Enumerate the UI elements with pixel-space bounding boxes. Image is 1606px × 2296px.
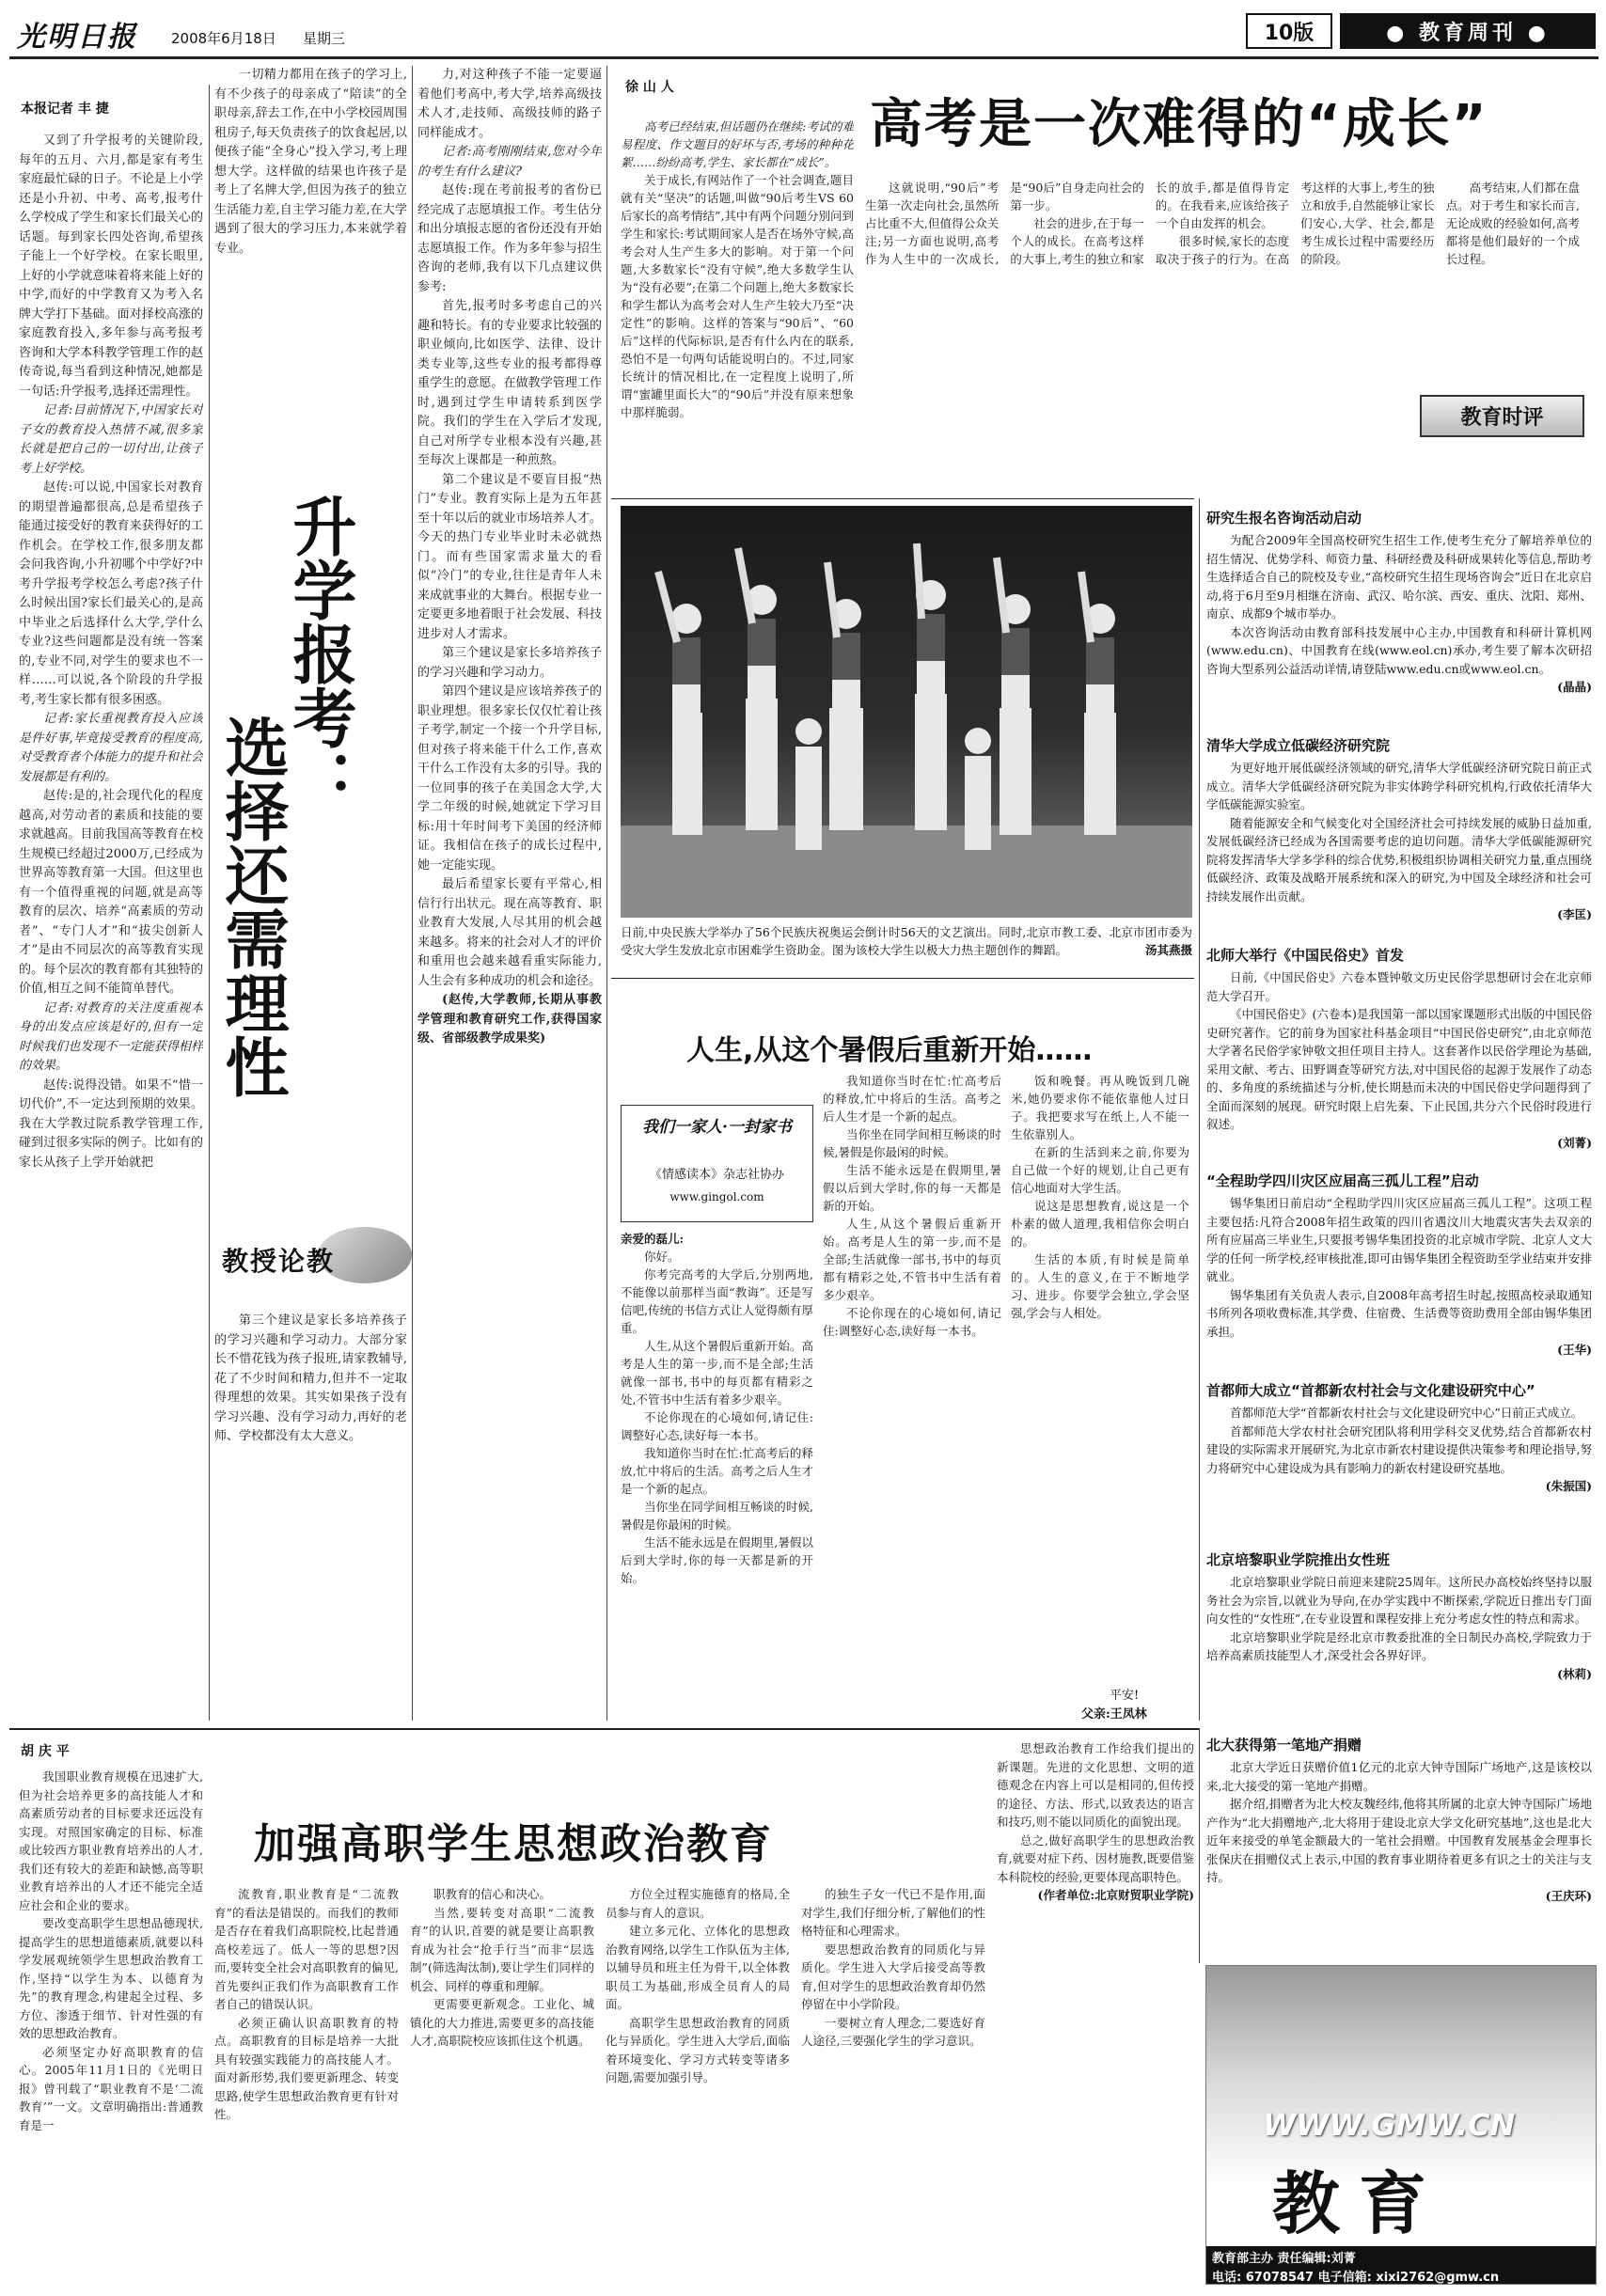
paragraph: 赵传:说得没错。如果不“惜一切代价”,不一定达到预期的效果。我在大学教过院系教学管理工作,碰到过很多实际的例子。比如有的家长从孩子上学开始就把 bbox=[19, 1077, 203, 1170]
paragraph: 锡华集团有关负责人表示,自2008年高考招生时起,按照高校录取通知书所列各项收费标准,其学费、住宿费、生活费等资助费用全部由锡华集团承担。 bbox=[1206, 1287, 1592, 1339]
news-source: (林莉) bbox=[1557, 1666, 1592, 1681]
article-top-col2 bbox=[865, 179, 1580, 498]
letter-col2 bbox=[823, 1072, 1001, 1721]
paragraph: 我知道你当时在忙:忙高考后的释放,忙中将后的生活。高考之后人生才是一个新的起点。 bbox=[823, 1074, 1001, 1124]
news-title: 北京培黎职业学院推出女性班 bbox=[1206, 1551, 1391, 1568]
paragraph: 思想政治教育工作给我们提出的新课题。先进的文化思想、文明的道德观念在内容上可以是相同的,但传授的途径、方法、形式,以致表达的语言和技巧,则不能以同质化的面貌出现。 bbox=[997, 1741, 1194, 1829]
paragraph: 生活不能永远是在假期里,暑假以后到大学时,你的每一天都是新的开始。 bbox=[823, 1163, 1001, 1213]
paragraph: 生活的本质,有时候是简单的。人生的意义,在于不断地学习、进步。你要学会独立,学会坚强,学会与人相处。 bbox=[1011, 1252, 1189, 1320]
article-top-title: 高考是一次难得的“成长” bbox=[870, 94, 1488, 155]
paragraph: 在新的生活到来之前,你要为自己做一个好的规划,让自己更有信心地面对大学生活。 bbox=[1011, 1145, 1189, 1195]
paragraph: 高考结束,人们都在盘点。对于考生和家长而言,无论成败的经验如何,高考都将是他们最好的一个成长过程。 bbox=[1445, 181, 1580, 266]
paragraph: 这就说明,“90后”考生第一次走向社会,虽然所占比重不大,但值得公众关注;另一方面也说明,高考作为人生中的一次成长,是“90后”自身走向社会的第一步。 bbox=[865, 181, 1144, 266]
paragraph: 很多时候,家长的态度取决于孩子的行为。在高考这样的大事上,考生的独立和放手,自然能够让家长们安心,大学、社会,都是考生成长过程中需要经历的阶段。 bbox=[1155, 181, 1435, 266]
paragraph: 第二个建议是不要盲目报“热门”专业。教育实际上是为五年甚至十年以后的就业市场培养人才。今天的热门专业毕业时未必就热门。而有些国家需求量大的看似“冷门”的专业,往往是青年人未来成就事业的大舞台。根据专业一定要更多地着眼于社会发展、科技进步对人才需求。 bbox=[417, 472, 602, 641]
paragraph: 我国职业教育规模在迅速扩大,但为社会培养更多的高技能人才和高素质劳动者的目标要求还远没有实现。对照国家确定的目标、标准或比较西方职业教育培养出的人才,我们还有较大的差距和缺憾,高等职业教育培养出的人才还不能完全适应社会和企业的要求。 bbox=[19, 1769, 203, 1912]
paragraph: 首都师范大学“首都新农村社会与文化建设研究中心”日前正式成立。 bbox=[1230, 1406, 1583, 1420]
article-left-col1 bbox=[19, 132, 203, 1716]
news-source: (王庆环) bbox=[1545, 1888, 1592, 1903]
paragraph: 我知道你当时在忙:忙高考后的释放,忙中将后的生活。高考之后人生才是一个新的起点。 bbox=[621, 1446, 813, 1496]
paragraph: 的独生子女一代已不是作用,面对学生,我们仔细分析,了解他们的性格特征和心理需求。 bbox=[801, 1887, 985, 1938]
article-bottom-col1 bbox=[19, 1768, 203, 2285]
paragraph: 赵传:是的,社会现代化的程度越高,对劳动者的素质和技能的要求就越高。目前我国高等教育在校生规模已经超过2000万,已经成为世界高等教育第一大国。但这里也有一个值得重视的问题,就是高等教育的层次、培养“高素质的劳动者”、“专门人才”和“拔尖创新人才”是由不同层次的高等教育实现的。每个层次的教育都有其独特的价值,相互之间不能简单替代。 bbox=[19, 789, 203, 996]
news-brief bbox=[1206, 968, 1592, 1166]
article-top-badge-box bbox=[1420, 395, 1584, 437]
paragraph: 第三个建议是家长多培养孩子的学习兴趣和学习动力。 bbox=[417, 646, 602, 680]
article-top-col1 bbox=[621, 118, 854, 494]
author-note: (作者单位:北京财贸职业学院) bbox=[1037, 1888, 1194, 1902]
masthead-rule bbox=[9, 56, 1598, 59]
column-divider bbox=[412, 66, 413, 1721]
news-title: 北大获得第一笔地产捐赠 bbox=[1206, 1737, 1362, 1753]
paragraph: 生活不能永远是在假期里,暑假以后到大学时,你的每一天都是新的开始。 bbox=[621, 1535, 813, 1585]
page-number-box bbox=[1246, 13, 1332, 49]
column-divider bbox=[606, 66, 607, 1721]
dance-photo bbox=[621, 506, 1192, 918]
issue-weekday: 星期三 bbox=[303, 30, 346, 47]
news-source: (朱振国) bbox=[1545, 1479, 1592, 1493]
photo-credit: 汤其燕摄 bbox=[1144, 943, 1192, 957]
article-top-badge: 教育时评 bbox=[1460, 406, 1544, 430]
paragraph: (赵传,大学教师,长期从事教学管理和教育研究工作,获得国家级、省部级教学成果奖) bbox=[417, 993, 602, 1046]
paragraph: 一切精力都用在孩子的学习上,有不少孩子的母亲成了“陪读”的全职母亲,辞去工作,在中小学校园周围租房子,每天负责孩子的饮食起居,以便孩子能“全身心”投入学习,考上理想大学。这样做的结果也许孩子是考上了名牌大学,但因为孩子的独立生活能力差,自主学习能力差,在大学遇到了很大的学习压力,本来就学着专业。 bbox=[214, 68, 407, 256]
paragraph: 要思想政治教育的同质化与异质化。学生进入大学后接受高等教育,但对学生的思想政治教育却仍然停留在中小学阶段。 bbox=[801, 1942, 985, 2011]
news-source: (晶晶) bbox=[1557, 680, 1592, 694]
news-brief bbox=[1206, 1758, 1592, 1942]
article-bottom-col4 bbox=[606, 1885, 790, 2285]
footer-line2: 电话: 67078547 电子信箱: xixi2762@gmw.cn bbox=[1212, 2271, 1500, 2285]
news-title: 研究生报名咨询活动启动 bbox=[1206, 510, 1362, 527]
article-left-col2 bbox=[214, 66, 407, 489]
paragraph: 人生,从这个暑假后重新开始。高考是人生的第一步,而不是全部;生活就像一部书,书中的每页都有精彩之处,不管书中生活有着多少艰辛。 bbox=[621, 1339, 813, 1407]
paragraph: 流教育,职业教育是“二流教育”的看法是错误的。而我们的教师是否存在着我们高职院校,比起普通高校差远了。低人一等的思想?因而,要转变全社会对高职教育的偏见,首先要纠正我们作为高职教育工作者自己的错误认识。 bbox=[214, 1887, 399, 2011]
paragraph: 必须坚定办好高职教育的信心。2005年11月1日的《光明日报》曾刊载了“职业教育不是‘二流教育’”一文。文章明确指出:普通教育是一 bbox=[19, 2044, 203, 2132]
letter-box-title: 我们一家人·一封家书 bbox=[642, 1118, 792, 1137]
article-left-title-line1: 升学报考： bbox=[282, 494, 356, 813]
letter-title: 人生,从这个暑假后重新开始…… bbox=[686, 1034, 1093, 1067]
paragraph: 记者:对教育的关注度重视本身的出发点应该是好的,但有一定时候我们也发现不一定能获得相样的效果。 bbox=[19, 1000, 203, 1073]
news-source: (刘菁) bbox=[1557, 1135, 1592, 1150]
paragraph: 北京大学近日获赠价值1亿元的北京大钟寺国际广场地产,这是该校以来,北大接受的第一笔地产捐赠。 bbox=[1206, 1760, 1592, 1793]
letter-signer: 父亲:王凤林 bbox=[1081, 1707, 1147, 1722]
paragraph: 为配合2009年全国高校研究生招生工作,使考生充分了解培养单位的招生情况、优势学科、师资力量、科研经费及科研成果转化等信息,帮助考生选择适合自己的院校及专业,“高校研究生招生现场咨询会”近日在北京启动,将于6月至9月相继在济南、武汉、哈尔滨、西安、重庆、沈阳、郑州、南京、成都9个城市举办。 bbox=[1206, 533, 1592, 621]
photo-caption bbox=[621, 923, 1192, 959]
paragraph: 一要树立育人理念,二要选好育人途径,三要强化学生的学习意识。 bbox=[801, 2015, 985, 2048]
rule bbox=[611, 978, 1194, 979]
dancers-illustration bbox=[621, 506, 1192, 918]
paragraph: 饭和晚餐。再从晚饭到几碗米,她仍要求你不能依靠他人过日子。我把要求写在纸上,人不能一生依靠别人。 bbox=[1011, 1074, 1189, 1141]
paragraph: 职教育的信心和决心。 bbox=[433, 1887, 552, 1901]
letter-box bbox=[621, 1105, 813, 1222]
paragraph: 高考已经结束,但话题仍在继续:考试的难易程度、作文题目的好坏与否,考场的种种花絮……纷纷高考,学生、家长都在“成长”。 bbox=[621, 119, 854, 169]
paragraph: 第三个建议是家长多培养孩子的学习兴趣和学习动力。大部分家长不惜花钱为孩子报班,请家教辅导,花了不少时间和精力,但并不一定取得理想的效果。其实如果孩子没有学习兴趣、没有学习动力,再好的老师、学校都没有太大意义。 bbox=[214, 1313, 407, 1443]
paragraph: 必须正确认识高职教育的特点。高职教育的目标是培养一大批具有较强实践能力的高技能人才。面对新形势,我们要更新理念、转变思路,使学生思想政治教育更有针对性。 bbox=[214, 2015, 399, 2121]
article-left-title-line2: 选择还需理性 bbox=[214, 715, 289, 1098]
news-title: 首都师大成立“首都新农村社会与文化建设研究中心” bbox=[1206, 1382, 1535, 1399]
paragraph: 当你坐在同学间相互畅谈的时候,暑假是你最闲的时候。 bbox=[621, 1500, 813, 1532]
letter-col1 bbox=[621, 1230, 813, 1723]
news-brief bbox=[1206, 1404, 1592, 1545]
article-left-col3 bbox=[417, 66, 602, 1716]
footer-word: 教育 bbox=[1272, 2164, 1446, 2243]
paragraph: 当然,要转变对高职“二流教育”的认识,首要的就是要让高职教育成为社会“抢手行当”而非“层选制”(筛选淘汰制),要让学生们同样的机会、同样的尊重和理解。 bbox=[410, 1905, 594, 1993]
letter-col3 bbox=[1011, 1072, 1189, 1674]
paragraph: 为更好地开展低碳经济领域的研究,清华大学低碳经济研究院日前正式成立。清华大学低碳经济研究院为非实体跨学科研究机构,行政依托清华大学低碳能源实验室。 bbox=[1206, 761, 1592, 811]
article-left-col2-lower bbox=[214, 1312, 407, 1716]
paragraph: 首先,报考时多考虑自己的兴趣和特长。有的专业要求比较强的职业倾向,比如医学、法律、设计类专业等,这些专业的报考都得尊重学生的意愿。在做教学管理工作时,遇到过学生申请转系到医学院。我们的学生在入学后才发现,自己对所学专业根本没有兴趣,甚至每次上课都是一种煎熬。 bbox=[417, 299, 602, 467]
paragraph: 首都师范大学农村社会研究团队将利用学科交叉优势,结合首都新农村建设的实际需求开展研究,为北京市新农村建设提供决策参考和理论指导,努力将研究中心建设成为具有影响力的新农村建设研究基地。 bbox=[1206, 1423, 1592, 1475]
news-title: 清华大学成立低碳经济研究院 bbox=[1206, 737, 1391, 754]
column-divider bbox=[1199, 498, 1200, 1721]
rule bbox=[9, 1728, 1199, 1730]
paragraph: 社会的进步,在于每一个人的成长。在高考这样的大事上,考生的独立和家长的放手,都是值得肯定的。在我看来,应该给孩子一个自由发挥的机会。 bbox=[1010, 181, 1290, 266]
paragraph: 不论你现在的心境如何,请记住:调整好心态,读好每一本书。 bbox=[823, 1306, 1001, 1338]
letter-box-sub: 《情感读本》杂志社协办 bbox=[649, 1168, 784, 1182]
issue-date: 2008年6月18日 bbox=[171, 30, 276, 47]
news-brief bbox=[1206, 759, 1592, 942]
paragraph: 建立多元化、立体化的思想政治教育网络,以学生工作队伍为主体,以辅导员和班主任为骨干,以全体教职员工为基础,形成全员育人的局面。 bbox=[606, 1924, 790, 2011]
paragraph: 说这是思想教育,说这是一个朴素的做人道理,我相信你会明白的。 bbox=[1011, 1199, 1189, 1249]
paragraph: 随着能源安全和气候变化对全国经济社会可持续发展的威胁日益加重,发展低碳经济已经成为各国需要考虑的迫切问题。清华大学低碳能源研究院将发挥清华大学多学科的综合优势,积极组织协调相关研究力量,重点围绕低碳经济、政策及战略开展系统和深入的研究,为中国及全球经济和社会可持续发展作出贡献。 bbox=[1206, 815, 1592, 904]
paragraph: 高职学生思想政治教育的同质化与异质化。学生进入大学后,面临着环境变化、学习方式转变等诸多问题,需要加强引导。 bbox=[606, 2015, 790, 2084]
letter-greeting: 亲爱的磊儿: bbox=[621, 1232, 685, 1246]
paragraph: 记者:目前情况下,中国家长对子女的教育投入热情不减,很多家长就是把自己的一切付出,让孩子考上好学校。 bbox=[19, 403, 203, 476]
paragraph: 锡华集团日前启动“全程助学四川灾区应届高三孤儿工程”。这项工程主要包括:凡符合2008年招生政策的四川省遇汶川大地震灾害失去双亲的所有应届高三毕业生,只要报考锡华集团投资的北京城市学院、北京人文大学的任何一所学校,经审核批准,即可由锡华集团全程资助至学业结束并安排就业。 bbox=[1206, 1196, 1592, 1283]
paper-name: 光明日报 bbox=[17, 21, 137, 54]
paragraph: 据介绍,捐赠者为北大校友魏经纬,他将其所属的北京大钟寺国际广场地产作为“北大捐赠地产,北大将用于建设北京大学文化研究基地”,这也是北大近年来接受的单笔金额最大的一笔社会捐赠。中国教育发展基金会理事长张保庆在捐赠仪式上表示,中国的教育事业期待着更多有识之士的关注与支持。 bbox=[1206, 1797, 1592, 1884]
news-brief bbox=[1206, 1194, 1592, 1377]
paragraph: 记者:高考刚刚结束,您对今年的考生有什么建议? bbox=[417, 145, 602, 179]
news-brief bbox=[1206, 1573, 1592, 1731]
paragraph: 要改变高职学生思想品德现状,提高学生的思想道德素质,就要以科学发展观统领学生思想政治教育工作,坚持“以学生为本、以德育为先”的教育理念,构建起全过程、多方位、渗透于细节、针对性强的有效的思想政治教育。 bbox=[19, 1916, 203, 2040]
news-title: 北师大举行《中国民俗史》首发 bbox=[1206, 947, 1405, 964]
article-left-title-box bbox=[214, 494, 412, 1246]
paragraph: 总之,做好高职学生的思想政治教育,就要对症下药、因材施教,既要借鉴本科院校的经验,更要体现高职特色。 bbox=[997, 1832, 1194, 1884]
news-title: “全程助学四川灾区应届高三孤儿工程”启动 bbox=[1206, 1172, 1479, 1189]
paragraph: 人生,从这个暑假后重新开始。高考是人生的第一步,而不是全部;生活就像一部书,书中的每页都有精彩之处,不管书中生活有着多少艰辛。 bbox=[823, 1217, 1001, 1302]
paragraph: 不论你现在的心境如何,请记住:调整好心态,读好每一本书。 bbox=[621, 1410, 813, 1442]
paragraph: 北京培黎职业学院是经北京市教委批准的全日制民办高校,学院致力于培养高素质技能型人才,深受社会各界好评。 bbox=[1206, 1629, 1592, 1662]
article-bottom-col6 bbox=[997, 1739, 1194, 2285]
article-bottom-title: 加强高职学生思想政治教育 bbox=[254, 1820, 773, 1868]
paragraph: 力,对这种孩子不能一定要逼着他们考高中,考大学,培养高级技术人才,走技师、高级技师的路子同样能成才。 bbox=[417, 68, 602, 140]
paragraph: 赵传:现在考前报考的省份已经完成了志愿填报工作。考生估分和出分填报志愿的省份还没有开始志愿填报工作。作为多年参与招生咨询的老师,我有以下几点建议供参考: bbox=[417, 183, 602, 294]
paragraph: 日前,《中国民俗史》六卷本暨钟敬文历史民俗学思想研讨会在北京师范大学召开。 bbox=[1206, 970, 1592, 1003]
page-number: 10版 bbox=[1264, 21, 1315, 45]
paragraph: 更需要更新观念。工业化、城镇化的大力推进,需要更多的高技能人才,高职院校应该抓住这个机遇。 bbox=[410, 1997, 594, 2048]
paragraph: 最后希望家长要有平常心,相信行行出状元。现在高等教育、职业教育大发展,人尽其用的机会越来越多。将来的社会对人才的评价和重用也会越来越看重实际能力,人生会有多种成功的机会和途径。 bbox=[417, 877, 602, 988]
paragraph: 你考完高考的大学后,分别两地,不能像以前那样当面“教诲”。还是写信吧,传统的书信方式让人觉得颇有厚重。 bbox=[621, 1267, 813, 1335]
article-bottom-byline: 胡 庆 平 bbox=[21, 1744, 70, 1759]
article-left-byline: 本报记者 丰 捷 bbox=[21, 102, 109, 117]
paragraph: 当你坐在同学间相互畅谈的时候,暑假是你最闲的时候。 bbox=[823, 1127, 1001, 1159]
paragraph: 又到了升学报考的关键阶段,每年的五月、六月,都是家有考生家庭最忙碌的日子。不论是上小学还是小升初、中考、高考,报考什么学校成了学生和家长们最关心的话题。每到家长四处咨询,希望孩子能上一个好学校。在家长眼里,上好的小学就意味着将来能上好的中学,而好的中学教育又为考入名牌大学打下基础。面对择校高涨的家庭教育投入,多年参与高考报考咨询和大学本科教学管理工作的赵传奇说,每当看到这种情况,她都是一句话:升学报考,选择还需理性。 bbox=[19, 134, 203, 399]
paragraph: 《中国民俗史》(六卷本)是我国第一部以国家课题形式出版的中国民俗史研究著作。它的前身为国家社科基金项目“中国民俗史研究”,由北京师范大学著名民俗学家钟敬文担任项目主持人。这套著作以民俗学理论为基础,采用文献、考古、田野调查等研究方法,对中国民俗的起源于发展作了动态的、多角度的系统描述与分析,使长期悬而未决的中国民俗史学问题得到了全面而深刻的展现。研究时限上启先秦、下止民国,共分六个民俗时段进行叙述。 bbox=[1206, 1007, 1592, 1131]
article-top-byline: 徐 山 人 bbox=[625, 80, 674, 95]
footer-banner bbox=[1205, 1965, 1597, 2285]
column-divider bbox=[209, 85, 210, 1721]
article-bottom-col3 bbox=[410, 1885, 594, 2285]
paragraph: 关于成长,有网站作了一个社会调查,题目就有关“坚决”的话题,叫做“90后考生VS 60后家长的高考情结”,其中有两个问题分别问到学生和家长:考试期间家人是否在场外守候,高考会对人生产生多大的影响。对于第一个问题,大多数家长“没有守候”,绝大多数学生认为“没有必要”;在第二个问题上,绝大多数家长和学生都认为高考会对人生产生较大乃至“决定性”的影响。这样的答案与“90后”、“60后”这样的代际标识,是否有什么内在的联系,恐怕不是一句两句话能说明白的。不过,同家长统计的情况相比,在一定程度上说明了,所谓“蜜罐里面长大”的“90后”并没有原来想象中那样脆弱。 bbox=[621, 173, 854, 419]
article-left-badge: 教授论教 bbox=[222, 1246, 336, 1277]
photo-caption-text: 日前,中央民族大学举办了56个民族庆祝奥运会倒计时56天的文艺演出。同时,北京市教工委、北京市团市委为受灾大学生发放北京市困难学生资助金。图为该校大学生以极大力热主题创作的舞蹈。 bbox=[621, 925, 1192, 957]
paragraph: 第四个建议是应该培养孩子的职业理想。很多家长仅仅忙着让孩子考学,制定一个接一个升学目标,但对孩子将来能干什么工作,喜欢干什么工作没有太多的引导。我的一位同事的孩子在美国念大学,大学二年级的时候,她就定下学习目标:用十年时间考下美国的经济师证。我相信在孩子的成长过程中,她一定能实现。 bbox=[417, 684, 602, 873]
news-source: (王华) bbox=[1557, 1343, 1592, 1357]
article-bottom-col2 bbox=[214, 1885, 399, 2285]
news-brief bbox=[1206, 531, 1592, 729]
letter-sign: 平安! bbox=[1110, 1689, 1140, 1703]
rule bbox=[611, 498, 1194, 499]
article-bottom-col5 bbox=[801, 1885, 985, 2285]
paragraph: 你好。 bbox=[644, 1250, 680, 1264]
footer-site: WWW.GMW.CN bbox=[1263, 2107, 1516, 2143]
footer-line1: 教育部主办 责任编辑:刘菁 bbox=[1212, 2252, 1356, 2266]
letter-box-url: www.gingol.com bbox=[669, 1190, 764, 1203]
section-banner bbox=[1340, 13, 1596, 49]
paragraph: 赵传:可以说,中国家长对教育的期望普遍都很高,总是希望孩子能通过接受好的教育来获得好的工作机会。在学校工作,很多朋友都会问我咨询,小升初哪个中学好?中考升学报考学校怎么考虑?孩子什么时候出国?家长们最关心的,是高中毕业之后选择什么大学,学什么专业?这些问题都是没有统一答案的,专业不同,对学生的要求也不一样……可以说,各个阶段的升学报考,考生家长都有很多困惑。 bbox=[19, 480, 203, 707]
paragraph: 本次咨询活动由教育部科技发展中心主办,中国教育和科研计算机网(www.edu.cn)、中国教育在线(www.eol.cn)承办,考生要了解本次研招咨询大型系列公益活动详情,请登陆www.edu.cn或www.eol.cn。 bbox=[1206, 624, 1592, 676]
paragraph: 记者:家长重视教育投入应该是件好事,毕竟接受教育的程度高,对受教育者个体能力的提升和社会发展都是有利的。 bbox=[19, 712, 203, 784]
column-divider bbox=[1199, 1728, 1200, 1963]
masthead bbox=[0, 0, 1606, 56]
paragraph: 方位全过程实施德育的格局,全员参与育人的意识。 bbox=[606, 1887, 790, 1920]
paragraph: 北京培黎职业学院日前迎来建院25周年。这所民办高校始终坚持以服务社会为宗旨,以就业为导向,在办学实践中不断探索,学院近日推出专门面向女性的“女性班”,在专业设置和课程安排上充分考虑女性的特点和需求。 bbox=[1206, 1575, 1592, 1626]
news-source: (李匡) bbox=[1557, 907, 1592, 921]
section-name: ● 教育周刊 ● bbox=[1386, 21, 1550, 45]
